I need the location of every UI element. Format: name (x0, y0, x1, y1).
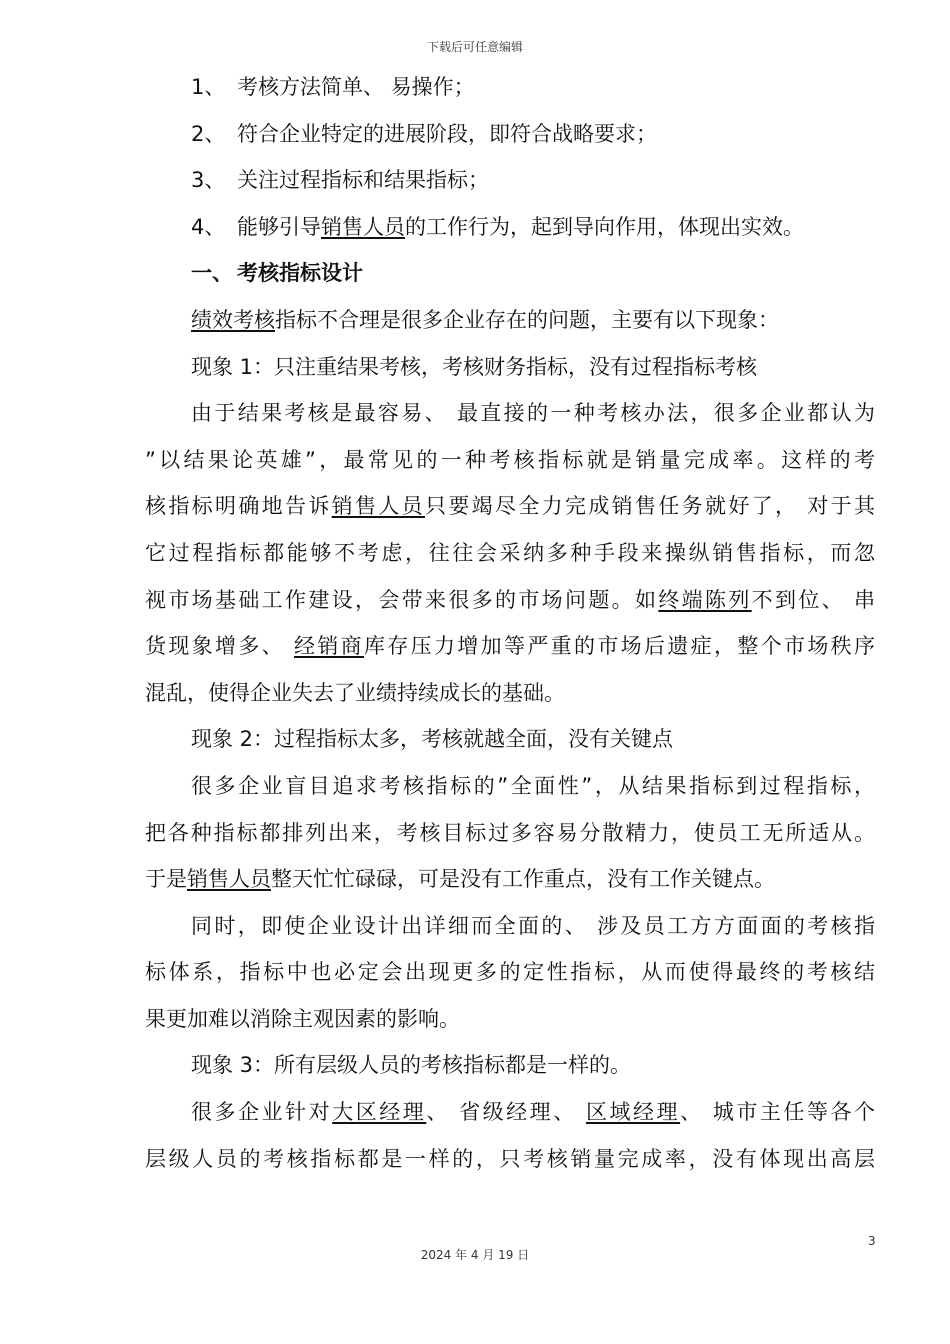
list-item-3: 3、 关注过程指标和结果指标； (191, 168, 489, 193)
page-number: 3 (868, 1234, 876, 1248)
list-item-1: 1、 考核方法简单、 易操作； (191, 75, 475, 99)
text-line: 它过程指标都能够不考虑，往往会采纳多种手段来操纵销售指标，而忽 (145, 540, 875, 565)
text-line: 混乱，使得企业失去了业绩持续成长的基础。 (145, 680, 565, 705)
term-link-sales-staff[interactable]: 销售人员 (321, 214, 405, 239)
term-link-performance-appraisal[interactable]: 绩效考核 (191, 307, 275, 332)
term-link-terminal-display[interactable]: 终端陈列 (658, 587, 752, 612)
term-link-area-manager[interactable]: 区域经理 (585, 1100, 681, 1125)
phenomenon-1-title: 现象 1：只注重结果考核，考核财务指标，没有过程指标考核 (191, 354, 758, 379)
text-line: 同时，即使企业设计出详细而全面的、 涉及员工方方面面的考核指 (191, 913, 875, 938)
text-line: 层级人员的考核指标都是一样的，只考核销量完成率，没有体现出高层 (145, 1146, 875, 1171)
section-heading: 一、 考核指标设计 (191, 261, 363, 286)
text-line: 于是销售人员整天忙忙碌碌，可是没有工作重点，没有工作关键点。 (145, 867, 775, 892)
text-line: 标体系，指标中也必定会出现更多的定性指标，从而使得最终的考核结 (145, 960, 875, 985)
text-line: 很多企业针对大区经理、 省级经理、 区域经理、 城市主任等各个 (191, 1100, 876, 1125)
text-line: ”以结果论英雄”，最常见的一种考核指标就是销量完成率。这样的考 (145, 447, 875, 472)
list-item-4: 4、 能够引导销售人员的工作行为，起到导向作用，体现出实效。 (191, 214, 804, 239)
phenomenon-3-title: 现象 3：所有层级人员的考核指标都是一样的。 (191, 1053, 632, 1078)
document-body (145, 64, 875, 1182)
page-header: 下载后可任意编辑 (426, 40, 523, 54)
term-link-sales-staff[interactable]: 销售人员 (187, 867, 271, 892)
page-footer-date: 2024 年 4 月 19 日 (420, 1248, 530, 1262)
text-line: 货现象增多、 经销商库存压力增加等严重的市场后遗症，整个市场秩序 (145, 634, 875, 659)
intro-paragraph: 绩效考核指标不合理是很多企业存在的问题，主要有以下现象： (191, 307, 779, 332)
text-line: 把各种指标都排列出来，考核目标过多容易分散精力，使员工无所适从。 (145, 820, 875, 845)
phenomenon-2-title: 现象 2：过程指标太多，考核就越全面，没有关键点 (191, 727, 674, 752)
text-line: 果更加难以消除主观因素的影响。 (145, 1006, 460, 1031)
list-item-2: 2、 符合企业特定的进展阶段，即符合战略要求； (191, 121, 657, 146)
text-line: 视市场基础工作建设，会带来很多的市场问题。如终端陈列不到位、 串 (145, 587, 876, 612)
text-line: 核指标明确地告诉销售人员只要竭尽全力完成销售任务就好了， 对于其 (145, 494, 876, 519)
text-line: 由于结果考核是最容易、 最直接的一种考核办法，很多企业都认为 (191, 401, 875, 426)
text-line: 很多企业盲目追求考核指标的”全面性”，从结果指标到过程指标， (191, 773, 875, 798)
term-link-distributor[interactable]: 经销商 (294, 634, 365, 659)
term-link-sales-staff[interactable]: 销售人员 (331, 494, 426, 519)
term-link-regional-manager[interactable]: 大区经理 (332, 1100, 427, 1125)
